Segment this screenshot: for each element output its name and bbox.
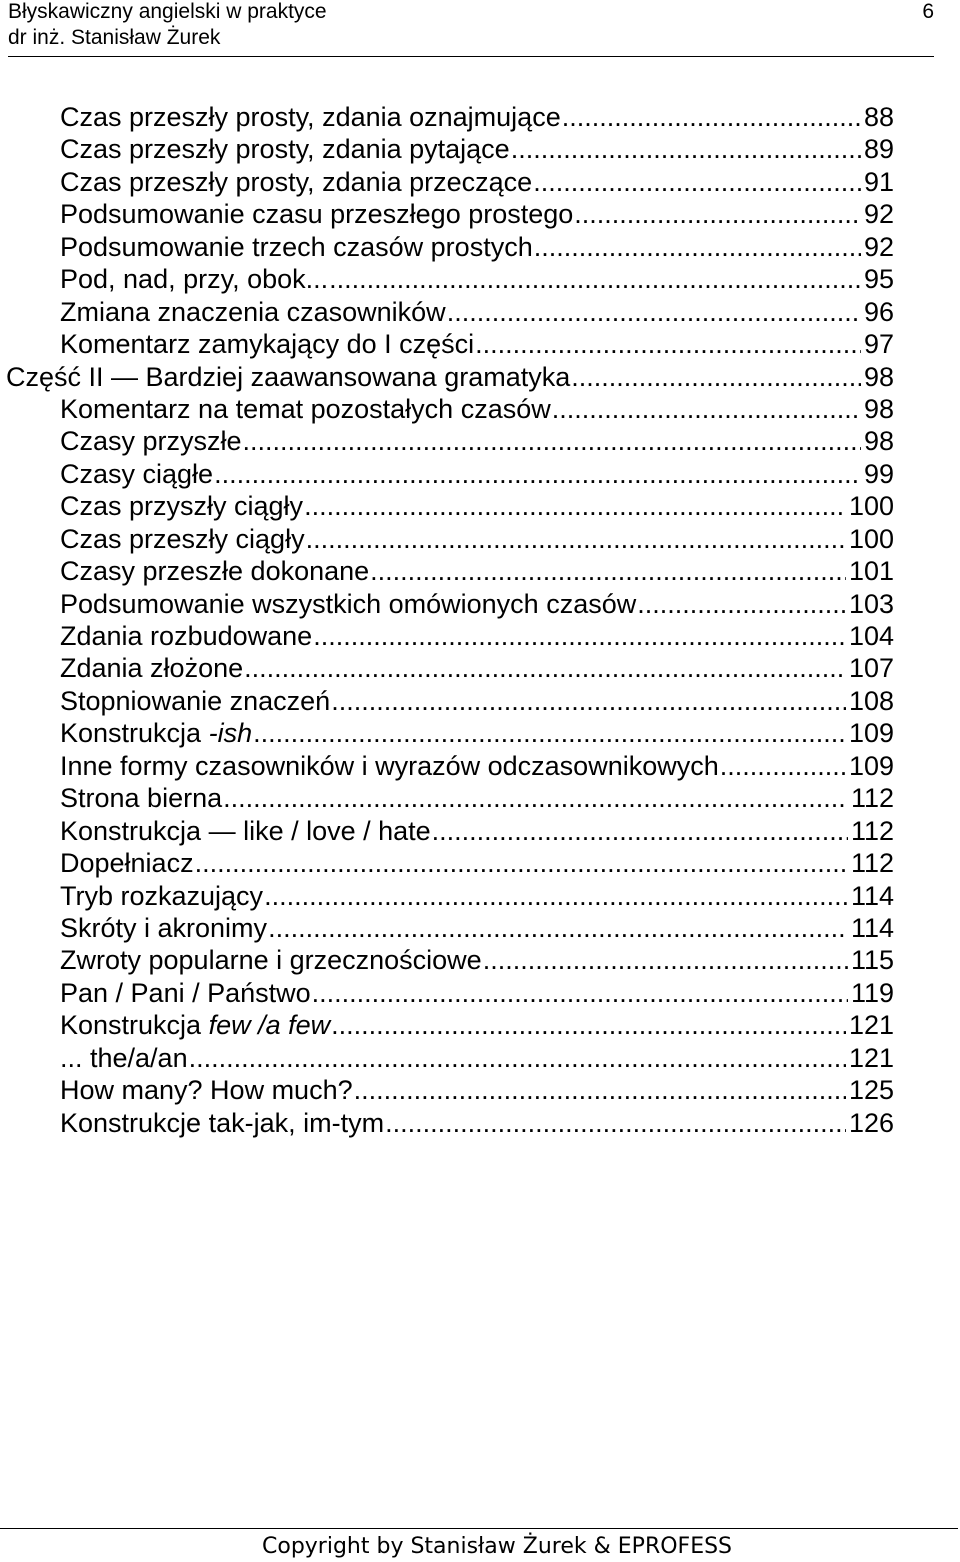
- toc-dot-leader: [447, 296, 861, 328]
- toc-entry-line: [60, 685, 894, 717]
- toc-entry-title: Tryb rozkazujący: [60, 880, 264, 911]
- toc-dot-leader: [475, 328, 861, 360]
- toc-entry-page: 98: [863, 426, 894, 457]
- toc-dot-leader: [264, 880, 848, 912]
- toc-entry-line: [60, 977, 894, 1009]
- toc-dot-leader: [432, 815, 848, 847]
- toc-entry-page: 89: [863, 134, 894, 165]
- toc-entry[interactable]: [0, 588, 960, 620]
- toc-entry-title: Skróty i akronimy: [60, 912, 268, 943]
- toc-entry-title: Podsumowanie trzech czasów prostych: [60, 231, 533, 262]
- toc-entry-title: Czas przeszły prosty, zdania przeczące: [60, 166, 533, 197]
- toc-entry-title: [60, 1009, 330, 1041]
- toc-entry-page: 119: [850, 977, 894, 1008]
- toc-entry[interactable]: [0, 198, 960, 230]
- toc-entry-page: 101: [848, 556, 894, 587]
- toc-dot-leader: [329, 263, 861, 295]
- toc-entry-line: [60, 263, 894, 295]
- toc-entry[interactable]: [0, 620, 960, 652]
- toc-entry[interactable]: [0, 782, 960, 814]
- toc-dot-leader: [306, 523, 846, 555]
- toc-entry-page: 121: [848, 1010, 894, 1041]
- toc-entry-page: 91: [863, 166, 894, 197]
- toc-dot-leader: [244, 652, 846, 684]
- toc-entry-line: [60, 588, 894, 620]
- toc-entry-title: Konstrukcja — like / love / hate: [60, 815, 431, 846]
- toc-dot-leader: [483, 944, 848, 976]
- toc-entry-page: 103: [848, 588, 894, 619]
- toc-dot-leader: [552, 393, 861, 425]
- toc-entry[interactable]: [0, 815, 960, 847]
- footer-divider: [0, 1528, 958, 1529]
- toc-entry-page: 95: [863, 264, 894, 295]
- toc-entry-title: Komentarz na temat pozostałych czasów: [60, 393, 551, 424]
- toc-entry[interactable]: [0, 393, 960, 425]
- toc-dot-leader: [312, 977, 848, 1009]
- toc-entry-line: [60, 880, 894, 912]
- toc-entry-title: [60, 717, 252, 749]
- toc-entry-page: 100: [848, 491, 894, 522]
- toc-dot-leader: [331, 685, 846, 717]
- toc-entry[interactable]: [0, 1074, 960, 1106]
- toc-entry-page: 112: [850, 848, 894, 879]
- toc-entry[interactable]: [0, 717, 960, 749]
- toc-entry-title: Konstrukcje tak-jak, im-tym: [60, 1107, 385, 1138]
- toc-dot-leader: [511, 133, 861, 165]
- toc-entry-line: [60, 328, 894, 360]
- toc-entry-title: Podsumowanie czasu przeszłego prostego: [60, 199, 574, 230]
- toc-dot-leader: [385, 1107, 846, 1139]
- toc-dot-leader: [195, 847, 848, 879]
- toc-entry-line: [60, 231, 894, 263]
- toc-entry-page: 112: [850, 783, 894, 814]
- toc-entry-page: 121: [848, 1042, 894, 1073]
- toc-entry[interactable]: [0, 458, 960, 490]
- toc-entry[interactable]: [0, 133, 960, 165]
- toc-entry-line: [6, 361, 894, 393]
- toc-entry-line: [60, 620, 894, 652]
- toc-part-heading[interactable]: [0, 361, 960, 393]
- toc-dot-leader: [534, 231, 861, 263]
- toc-entry-title: Część II — Bardziej zaawansowana gramatyka: [6, 361, 571, 392]
- toc-entry-page: 109: [848, 750, 894, 781]
- toc-entry[interactable]: [0, 166, 960, 198]
- toc-dot-leader: [533, 166, 861, 198]
- toc-dot-leader: [354, 1074, 846, 1106]
- toc-entry-title: Dopełniacz: [60, 848, 194, 879]
- toc-dot-leader: [189, 1042, 846, 1074]
- toc-dot-leader: [637, 588, 846, 620]
- toc-dot-leader: [304, 490, 846, 522]
- toc-entry-page: 115: [850, 945, 894, 976]
- page-header: [8, 0, 934, 57]
- toc-entry-page: 126: [848, 1107, 894, 1138]
- toc-entry-title-italic: few /a few: [208, 1010, 331, 1041]
- toc-entry-line: [60, 815, 894, 847]
- toc-entry[interactable]: [0, 1009, 960, 1041]
- toc-entry-title: How many? How much?: [60, 1075, 353, 1106]
- toc-entry-line: [60, 1009, 894, 1041]
- toc-entry-line: [60, 944, 894, 976]
- toc-entry-page: 98: [863, 361, 894, 392]
- toc-entry-title: Czasy przeszłe dokonane: [60, 556, 370, 587]
- toc-entry-line: [60, 523, 894, 555]
- toc-entry-line: [60, 555, 894, 587]
- toc-entry-page: 100: [848, 523, 894, 554]
- toc-entry-page: 114: [850, 880, 894, 911]
- toc-entry-page: 92: [863, 231, 894, 262]
- toc-dot-leader: [370, 555, 846, 587]
- toc-entry-title: Pan / Pani / Państwo: [60, 977, 311, 1008]
- toc-dot-leader: [571, 361, 861, 393]
- toc-entry-page: 112: [850, 815, 894, 846]
- toc-dot-leader: [223, 782, 848, 814]
- toc-entry[interactable]: [0, 425, 960, 457]
- toc-entry[interactable]: [0, 912, 960, 944]
- toc-entry[interactable]: [0, 1107, 960, 1139]
- toc-dot-leader: [243, 425, 861, 457]
- toc-entry-line: [60, 393, 894, 425]
- toc-entry[interactable]: [0, 685, 960, 717]
- toc-entry-line: [60, 1107, 894, 1139]
- toc-dot-leader: [574, 198, 861, 230]
- toc-entry-line: [60, 717, 894, 749]
- toc-entry-title: Podsumowanie wszystkich omówionych czasów: [60, 588, 637, 619]
- toc-dot-leader: [313, 620, 846, 652]
- toc-entry[interactable]: [0, 490, 960, 522]
- toc-entry-title: Czasy ciągłe: [60, 458, 214, 489]
- toc-entry[interactable]: [0, 328, 960, 360]
- toc-entry[interactable]: [0, 296, 960, 328]
- toc-entry-line: [60, 133, 894, 165]
- table-of-contents: [0, 101, 960, 1139]
- toc-dot-leader: [562, 101, 861, 133]
- toc-entry-page: 107: [848, 653, 894, 684]
- toc-dot-leader: [720, 750, 846, 782]
- toc-entry-title: Pod, nad, przy, obok...: [60, 264, 329, 295]
- toc-entry-line: [60, 458, 894, 490]
- toc-entry-title: Czasy przyszłe: [60, 426, 242, 457]
- toc-entry-title: Zdania rozbudowane: [60, 621, 313, 651]
- toc-entry-page: 96: [863, 296, 894, 327]
- toc-entry-line: [60, 782, 894, 814]
- toc-entry[interactable]: [0, 847, 960, 879]
- toc-entry[interactable]: [0, 263, 960, 295]
- copyright-notice: Copyright by Stanisław Żurek & EPROFESS: [262, 1534, 733, 1559]
- toc-dot-leader: [253, 717, 846, 749]
- toc-dot-leader: [268, 912, 848, 944]
- toc-entry-line: [60, 198, 894, 230]
- toc-entry-title: Komentarz zamykający do I części: [60, 329, 475, 360]
- toc-entry-title: Stopniowanie znaczeń: [60, 685, 331, 716]
- toc-entry-line: [60, 1042, 894, 1074]
- toc-entry-page: 99: [863, 458, 894, 489]
- toc-entry-title: Strona bierna: [60, 783, 223, 814]
- toc-entry-title: Czas przeszły prosty, zdania oznajmujące: [60, 102, 561, 132]
- toc-entry-line: [60, 425, 894, 457]
- toc-entry[interactable]: [0, 652, 960, 684]
- toc-entry-title: Zmiana znaczenia czasowników: [60, 296, 446, 327]
- toc-entry-page: 104: [848, 621, 894, 651]
- toc-entry-title-italic: -ish: [208, 718, 253, 749]
- toc-entry-title: Czas przyszły ciągły: [60, 491, 304, 522]
- toc-entry-line: [60, 1074, 894, 1106]
- toc-dot-leader: [331, 1009, 846, 1041]
- toc-entry[interactable]: [0, 1042, 960, 1074]
- toc-entry-title: Zwroty popularne i grzecznościowe: [60, 945, 482, 976]
- toc-entry[interactable]: [0, 555, 960, 587]
- toc-entry-page: 114: [850, 912, 894, 943]
- toc-entry[interactable]: [0, 750, 960, 782]
- toc-entry-title: Zdania złożone: [60, 653, 244, 684]
- toc-entry-title: Czas przeszły ciągły: [60, 523, 305, 554]
- page-footer: [0, 1528, 960, 1562]
- toc-entry-title: ... the/a/an: [60, 1042, 188, 1073]
- toc-entry[interactable]: [0, 977, 960, 1009]
- book-author: dr inż. Stanisław Żurek: [8, 26, 221, 49]
- book-title: Błyskawiczny angielski w praktyce: [8, 0, 327, 23]
- toc-entry[interactable]: [0, 880, 960, 912]
- toc-entry-page: 92: [863, 199, 894, 230]
- toc-entry-page: 109: [848, 718, 894, 749]
- toc-entry[interactable]: [0, 944, 960, 976]
- toc-entry-page: 108: [848, 685, 894, 716]
- toc-entry-line: [60, 296, 894, 328]
- toc-entry[interactable]: [0, 231, 960, 263]
- toc-entry-page: 125: [848, 1075, 894, 1106]
- toc-entry-title: Inne formy czasowników i wyrazów odczasownikowych: [60, 750, 719, 781]
- toc-entry-line: [60, 750, 894, 782]
- page-number: 6: [922, 0, 934, 23]
- toc-dot-leader: [214, 458, 861, 490]
- toc-entry-line: [60, 652, 894, 684]
- toc-entry[interactable]: [0, 523, 960, 555]
- toc-entry-title: Czas przeszły prosty, zdania pytające: [60, 134, 510, 165]
- toc-entry-title-prefix: Konstrukcja: [60, 718, 209, 749]
- toc-entry-line: [60, 912, 894, 944]
- toc-entry-title-prefix: Konstrukcja: [60, 1010, 209, 1041]
- toc-entry-line: [60, 490, 894, 522]
- toc-entry-page: 88: [863, 102, 894, 132]
- toc-entry[interactable]: [0, 101, 960, 133]
- toc-entry-page: 97: [863, 329, 894, 360]
- toc-entry-line: [60, 101, 894, 133]
- toc-entry-page: 98: [863, 393, 894, 424]
- toc-entry-line: [60, 847, 894, 879]
- toc-entry-line: [60, 166, 894, 198]
